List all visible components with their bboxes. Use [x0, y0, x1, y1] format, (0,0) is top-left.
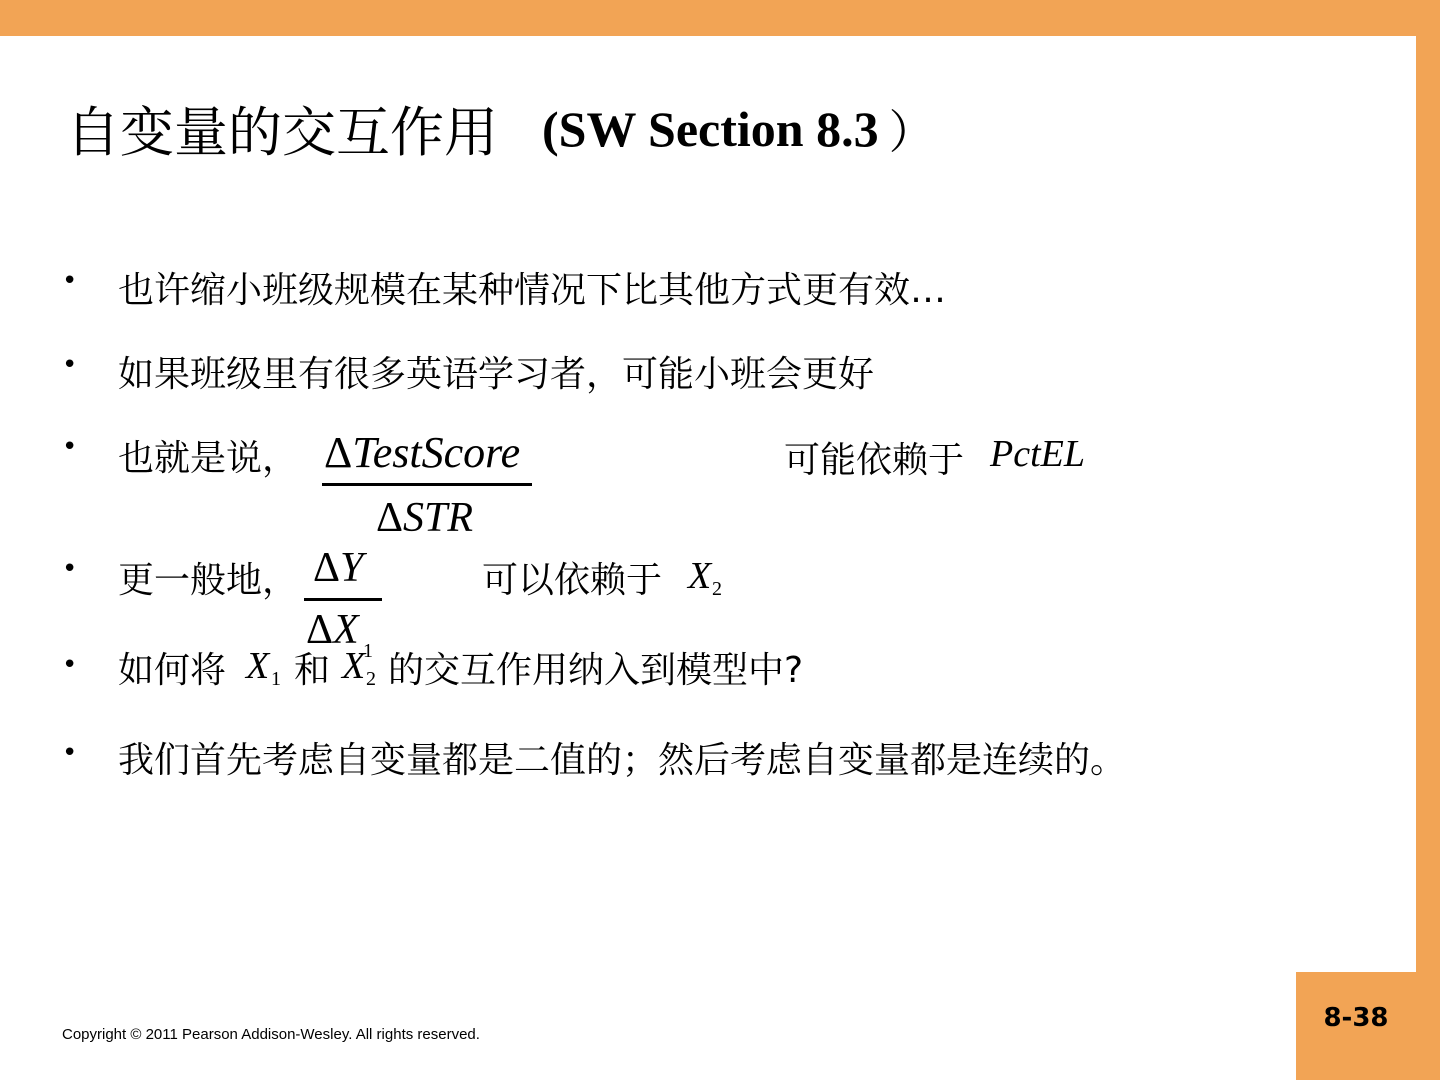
numerator-text: Y: [340, 545, 364, 591]
bullet-marker: •: [62, 738, 78, 768]
delta-symbol: Δ: [306, 607, 334, 653]
fraction-bar: [304, 598, 382, 601]
delta-symbol: Δ: [376, 495, 404, 541]
bullet-6-text: 我们首先考虑自变量都是二值的；然后考虑自变量都是连续的。: [118, 740, 1127, 781]
bullet-marker: •: [62, 266, 78, 296]
bullet-marker: •: [62, 650, 78, 680]
bullet-2-text: 如果班级里有很多英语学习者，可能小班会更好: [118, 354, 875, 395]
bullet-4-variable: X: [688, 555, 712, 597]
title-chinese: 自变量的交互作用: [66, 101, 498, 164]
copyright-notice: Copyright © 2011 Pearson Addison-Wesley. All rights reserved.: [62, 1026, 480, 1043]
bullet-4-tail: 可以依赖于: [482, 560, 663, 601]
denominator-text: X: [333, 607, 359, 653]
page-number: 8-38: [1323, 1003, 1389, 1033]
bullet-3-lead: 也就是说，: [118, 438, 299, 479]
bullet-3-tail: 可能依赖于: [784, 440, 965, 481]
variable-subscript: 1: [271, 668, 281, 690]
variable-subscript: 2: [712, 578, 722, 600]
delta-symbol: Δ: [313, 545, 341, 591]
bullet-5-lead: 如何将: [118, 650, 227, 691]
bullet-1-text: 也许缩小班级规模在某种情况下比其他方式更有效…: [118, 270, 947, 311]
right-accent-bar: [1416, 0, 1440, 1080]
variable-x2: X: [342, 645, 366, 687]
bullet-4-lead: 更一般地，: [118, 560, 299, 601]
title-english: (SW Section 8.3: [542, 100, 879, 157]
bullet-5-tail: 的交互作用纳入到模型中?: [388, 650, 804, 691]
top-accent-bar: [0, 0, 1440, 36]
fraction-numerator: [313, 544, 363, 592]
fraction-numerator: [324, 427, 520, 478]
bullet-3-variable: PctEL: [990, 433, 1085, 475]
bullet-5-mid: 和: [294, 650, 331, 691]
delta-symbol: Δ: [324, 428, 353, 477]
bullet-marker: •: [62, 554, 78, 584]
denominator-subscript: 1: [363, 640, 373, 662]
denominator-text: STR: [403, 495, 474, 541]
bullet-marker: •: [62, 350, 78, 380]
title-close-paren: ）: [888, 104, 935, 159]
numerator-text: TestScore: [352, 428, 521, 477]
fraction-denominator: [376, 494, 473, 542]
slide-title: [66, 90, 935, 167]
fraction-bar: [322, 483, 532, 486]
variable-subscript: 2: [366, 668, 376, 690]
bullet-marker: •: [62, 432, 78, 462]
variable-x1: X: [246, 645, 270, 687]
